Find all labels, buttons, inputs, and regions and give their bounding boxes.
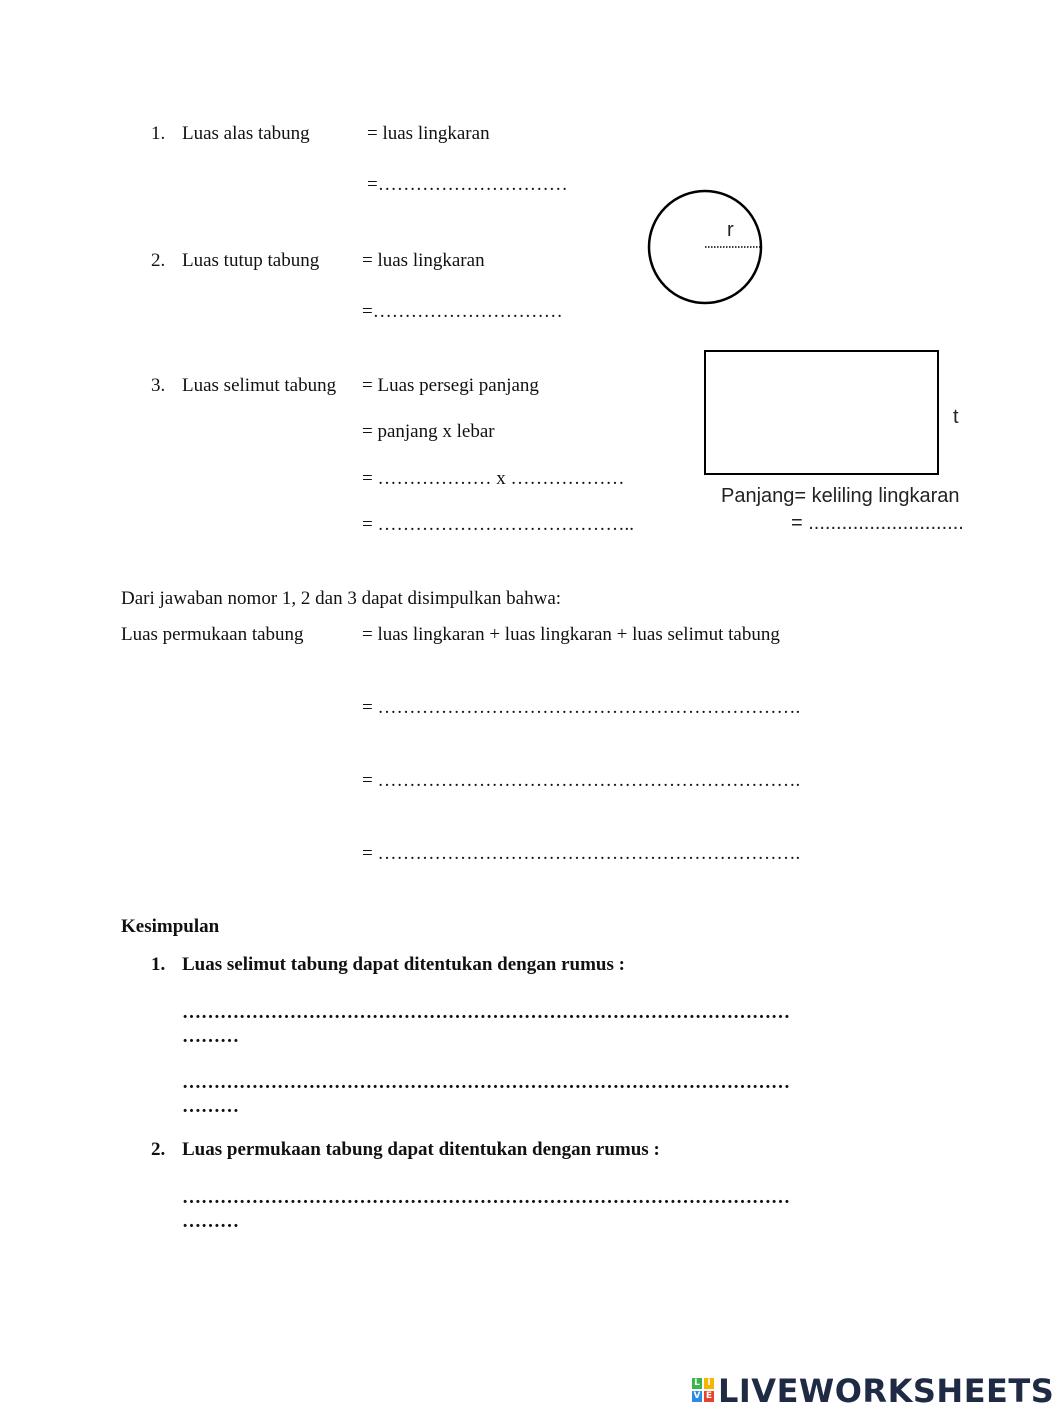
rectangle-shape: [704, 350, 939, 475]
item-3-label: Luas selimut tabung: [182, 375, 337, 396]
item-2-line1: = luas lingkaran: [362, 250, 485, 271]
kesimpulan-q2: Luas permukaan tabung dapat ditentukan dengan rumus :: [182, 1139, 660, 1160]
item-1-label: Luas alas tabung: [182, 123, 310, 144]
rect-caption-blank[interactable]: = ............................: [791, 512, 964, 534]
surface-line1: = luas lingkaran + luas lingkaran + luas selimut tabung: [362, 624, 780, 645]
item-2-number: 2.: [151, 250, 166, 271]
kesimpulan-q1: Luas selimut tabung dapat ditentukan dengan rumus :: [182, 954, 625, 975]
kesimpulan-q2-number: 2.: [151, 1139, 166, 1160]
logo-icon-tile-e: [704, 1391, 714, 1402]
logo-icon-letter-e: E: [705, 1391, 713, 1401]
kesimpulan-heading: Kesimpulan: [121, 916, 220, 937]
item-3-line1: = Luas persegi panjang: [362, 375, 539, 396]
logo-icon-tile-v: [692, 1391, 702, 1402]
radius-label: r: [727, 219, 734, 241]
conclusion-intro: Dari jawaban nomor 1, 2 dan 3 dapat disimpulkan bahwa:: [121, 588, 562, 609]
rect-caption: Panjang= keliling lingkaran: [721, 485, 960, 507]
kesimpulan-q1-answer-a2[interactable]: ………: [182, 1026, 239, 1047]
kesimpulan-q2-answer[interactable]: ……………………………………………………………………………………: [182, 1187, 790, 1208]
item-3-line3[interactable]: = ……………… x ………………: [362, 468, 625, 489]
item-3-line4[interactable]: = …………………………………..: [362, 514, 634, 535]
logo-icon-tile-l: [692, 1378, 702, 1389]
surface-line3[interactable]: = ………………………………………………………….: [362, 770, 801, 791]
logo-icon: [692, 1378, 714, 1402]
logo-text: LIVEWORKSHEETS: [718, 1372, 1054, 1410]
liveworksheets-logo: [692, 1372, 1054, 1410]
item-3-number: 3.: [151, 375, 166, 396]
circle-figure: [640, 185, 770, 310]
logo-icon-letter-l: L: [694, 1378, 700, 1388]
kesimpulan-q1-answer-a[interactable]: ……………………………………………………………………………………: [182, 1002, 790, 1023]
item-1-number: 1.: [151, 123, 166, 144]
item-2-label: Luas tutup tabung: [182, 250, 320, 271]
item-1-line2[interactable]: =…………………………: [367, 174, 568, 195]
kesimpulan-q1-answer-b[interactable]: ……………………………………………………………………………………: [182, 1072, 790, 1093]
item-2-line2[interactable]: =…………………………: [362, 301, 563, 322]
kesimpulan-q1-number: 1.: [151, 954, 166, 975]
height-label: t: [953, 406, 959, 428]
logo-icon-tile-i: [704, 1378, 714, 1389]
kesimpulan-q2-answer2[interactable]: ………: [182, 1211, 239, 1232]
item-1-line1: = luas lingkaran: [367, 123, 490, 144]
surface-label: Luas permukaan tabung: [121, 624, 304, 645]
logo-icon-letter-v: V: [693, 1391, 701, 1401]
logo-icon-letter-i: I: [707, 1378, 711, 1388]
surface-line2[interactable]: = ………………………………………………………….: [362, 697, 801, 718]
kesimpulan-q1-answer-b2[interactable]: ………: [182, 1096, 239, 1117]
item-3-line2: = panjang x lebar: [362, 421, 495, 442]
surface-line4[interactable]: = ………………………………………………………….: [362, 843, 801, 864]
